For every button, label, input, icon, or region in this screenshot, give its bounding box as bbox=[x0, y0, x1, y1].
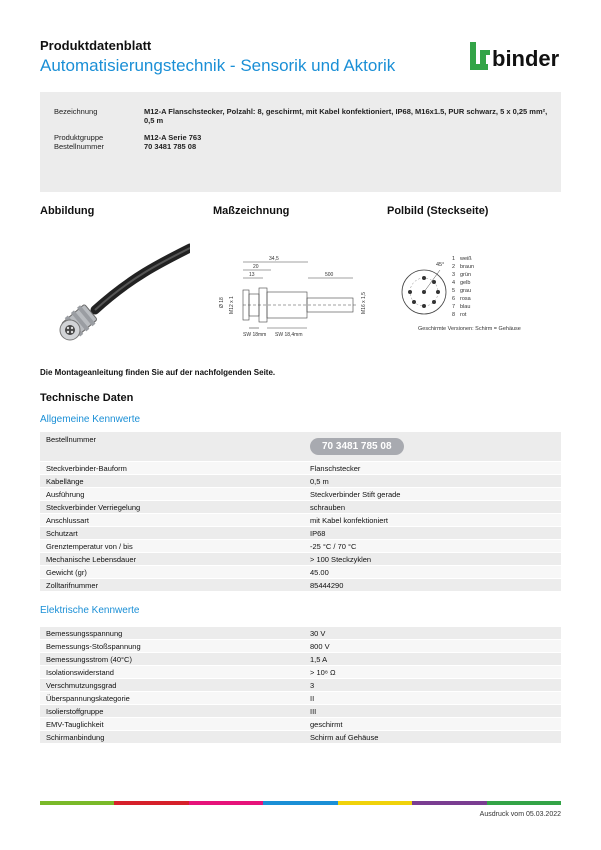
table-row bbox=[40, 475, 561, 488]
pin-number: 3 bbox=[452, 272, 456, 278]
spec-value: > 10⁸ Ω bbox=[304, 666, 561, 679]
pin-number: 2 bbox=[452, 264, 456, 270]
spec-value: III bbox=[304, 705, 561, 718]
table-row bbox=[40, 679, 561, 692]
spec-value: geschirmt bbox=[304, 718, 561, 731]
technical-data-heading: Technische Daten bbox=[40, 392, 134, 404]
spec-label: Steckverbinder Verriegelung bbox=[40, 501, 304, 514]
spec-label: Überspannungskategorie bbox=[40, 692, 304, 705]
product-image bbox=[40, 238, 190, 348]
spec-value: mit Kabel konfektioniert bbox=[304, 514, 561, 527]
spec-label: Bemessungsspannung bbox=[40, 627, 304, 640]
logo-text: binder bbox=[492, 46, 560, 71]
pin-number: 7 bbox=[452, 304, 456, 310]
pin-number: 5 bbox=[452, 288, 456, 294]
pin-diagram bbox=[392, 250, 562, 340]
dim-thread2: M16 x 1,5 bbox=[361, 292, 367, 314]
bezeichnung-label: Bezeichnung bbox=[54, 107, 98, 116]
spec-label: Zolltarifnummer bbox=[40, 579, 304, 592]
print-date: Ausdruck vom 05.03.2022 bbox=[479, 811, 561, 818]
spec-value: 1,5 A bbox=[304, 653, 561, 666]
spec-label: Isolationswiderstand bbox=[40, 666, 304, 679]
footer-color-segment bbox=[189, 801, 263, 805]
order-number-row bbox=[40, 432, 561, 462]
table-row bbox=[40, 540, 561, 553]
pin-number: 4 bbox=[452, 280, 456, 286]
abbildung-heading: Abbildung bbox=[40, 205, 95, 217]
spec-value: 0,5 m bbox=[304, 475, 561, 488]
footer-color-segment bbox=[263, 801, 337, 805]
spec-label: Mechanische Lebensdauer bbox=[40, 553, 304, 566]
spec-value: schrauben bbox=[304, 501, 561, 514]
spec-value: II bbox=[304, 692, 561, 705]
spec-label: Anschlussart bbox=[40, 514, 304, 527]
produktgruppe-label: Produktgruppe bbox=[54, 133, 104, 142]
spec-value: 3 bbox=[304, 679, 561, 692]
table-row bbox=[40, 627, 561, 640]
pin-color: grün bbox=[460, 272, 472, 278]
spec-value: 45.00 bbox=[304, 566, 561, 579]
spec-value: 800 V bbox=[304, 640, 561, 653]
dim-20: 20 bbox=[253, 264, 259, 270]
pin-color: gelb bbox=[460, 280, 471, 286]
dim-13: 13 bbox=[249, 272, 255, 278]
bezeichnung-value-1: M12-A Flanschstecker, Polzahl: 8, geschirmt, mit Kabel konfektioniert, IP68, M16x1.5, PUR schwarz, 5 x 0,25 mm², bbox=[144, 107, 548, 116]
spec-value: Flanschstecker bbox=[304, 462, 561, 475]
table-row bbox=[40, 653, 561, 666]
spec-value: -25 °C / 70 °C bbox=[304, 540, 561, 553]
spec-label: Schirmanbindung bbox=[40, 731, 304, 744]
dim-thread: M12 x 1 bbox=[229, 296, 235, 314]
dim-500: 500 bbox=[325, 272, 334, 278]
pin-color: weiß bbox=[460, 256, 472, 262]
table-row bbox=[40, 514, 561, 527]
dim-sw1: SW 18mm bbox=[243, 332, 267, 338]
dimension-drawing bbox=[213, 250, 373, 345]
produktgruppe-value: M12-A Serie 763 bbox=[144, 133, 202, 142]
spec-value: > 100 Steckzyklen bbox=[304, 553, 561, 566]
spec-label: EMV-Tauglichkeit bbox=[40, 718, 304, 731]
bestellnummer-value: 70 3481 785 08 bbox=[144, 142, 197, 151]
footer-color-bar bbox=[40, 801, 561, 805]
footer-color-segment bbox=[40, 801, 114, 805]
table-row bbox=[40, 579, 561, 592]
table-row bbox=[40, 462, 561, 475]
table-row bbox=[40, 566, 561, 579]
spec-label: Verschmutzungsgrad bbox=[40, 679, 304, 692]
pin-note: Geschirmte Versionen: Schirm = Gehäuse bbox=[418, 326, 521, 332]
spec-label: Bemessungsstrom (40°C) bbox=[40, 653, 304, 666]
spec-value: Steckverbinder Stift gerade bbox=[304, 488, 561, 501]
spec-label: Gewicht (gr) bbox=[40, 566, 304, 579]
bezeichnung-value-2: 0,5 m bbox=[144, 116, 164, 125]
table-row bbox=[40, 692, 561, 705]
general-specs-heading: Allgemeine Kennwerte bbox=[40, 414, 141, 425]
pin-color: braun bbox=[460, 264, 475, 270]
pin-color: rot bbox=[460, 312, 467, 318]
spec-value: 30 V bbox=[304, 627, 561, 640]
assembly-note: Die Montageanleitung finden Sie auf der nachfolgenden Seite. bbox=[40, 368, 276, 377]
general-specs-table bbox=[40, 432, 561, 592]
dim-d1: Ø 18 bbox=[219, 297, 225, 308]
spec-label: Schutzart bbox=[40, 527, 304, 540]
pin-color: rosa bbox=[460, 296, 471, 302]
dim-total: 34,5 bbox=[269, 256, 279, 262]
electrical-specs-heading: Elektrische Kennwerte bbox=[40, 605, 140, 616]
order-number-pill: 70 3481 785 08 bbox=[310, 438, 404, 455]
electrical-specs-table bbox=[40, 627, 561, 744]
dim-sw2: SW 18,4mm bbox=[275, 332, 303, 338]
table-row bbox=[40, 640, 561, 653]
table-row bbox=[40, 553, 561, 566]
footer-color-segment bbox=[412, 801, 486, 805]
spec-label: Isolierstoffgruppe bbox=[40, 705, 304, 718]
spec-label: Kabellänge bbox=[40, 475, 304, 488]
table-row bbox=[40, 666, 561, 679]
spec-label: Grenztemperatur von / bis bbox=[40, 540, 304, 553]
order-number-label: Bestellnummer bbox=[40, 432, 304, 462]
table-row bbox=[40, 731, 561, 744]
pin-number: 8 bbox=[452, 312, 456, 318]
pin-angle: 45° bbox=[436, 262, 445, 268]
pin-number: 6 bbox=[452, 296, 456, 302]
doc-type: Produktdatenblatt bbox=[40, 38, 152, 53]
spec-value: Schirm auf Gehäuse bbox=[304, 731, 561, 744]
table-row bbox=[40, 705, 561, 718]
spec-value: IP68 bbox=[304, 527, 561, 540]
spec-label: Steckverbinder-Bauform bbox=[40, 462, 304, 475]
footer-color-segment bbox=[338, 801, 412, 805]
pin-number: 1 bbox=[452, 256, 456, 262]
footer-color-segment bbox=[114, 801, 188, 805]
spec-label: Ausführung bbox=[40, 488, 304, 501]
bestellnummer-label: Bestellnummer bbox=[54, 142, 105, 151]
binder-logo bbox=[470, 40, 562, 72]
table-row bbox=[40, 718, 561, 731]
spec-label: Bemessungs-Stoßspannung bbox=[40, 640, 304, 653]
polbild-heading: Polbild (Steckseite) bbox=[387, 205, 489, 217]
masszeichnung-heading: Maßzeichnung bbox=[213, 205, 290, 217]
table-row bbox=[40, 501, 561, 514]
table-row bbox=[40, 527, 561, 540]
table-row bbox=[40, 488, 561, 501]
pin-color: grau bbox=[460, 288, 472, 294]
page-title: Automatisierungstechnik - Sensorik und Aktorik bbox=[40, 56, 396, 75]
pin-color: blau bbox=[460, 304, 471, 310]
footer-color-segment bbox=[487, 801, 561, 805]
spec-value: 85444290 bbox=[304, 579, 561, 592]
